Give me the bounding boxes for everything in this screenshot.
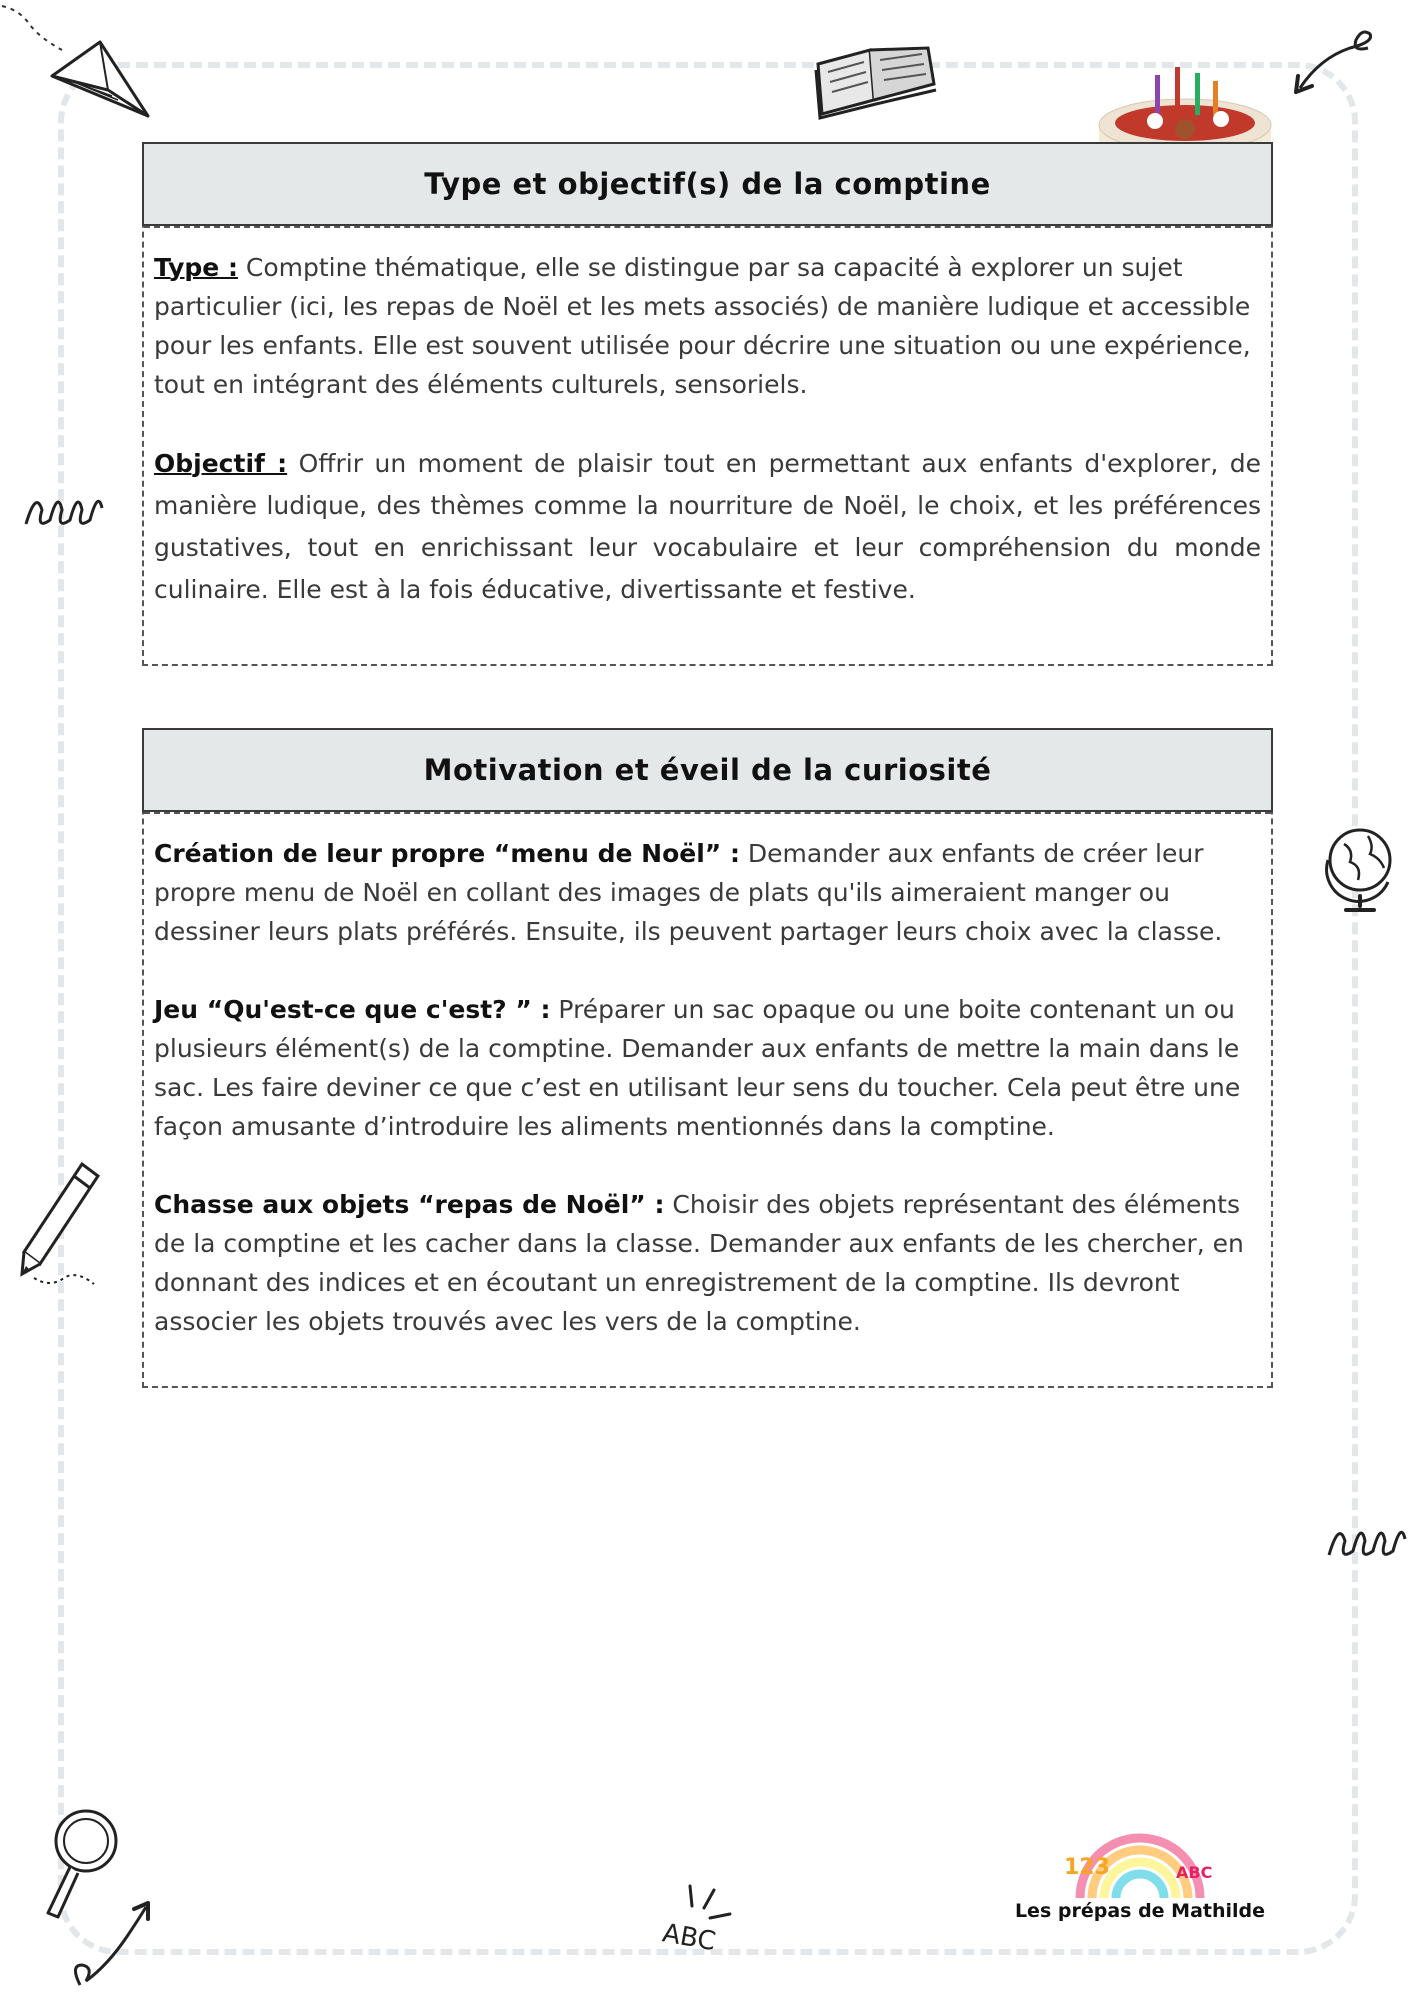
paragraph-lead: Chasse aux objets “repas de Noël” : <box>154 1190 665 1219</box>
paragraph-text: Choisir des objets représentant des éléments de la comptine et les cacher dans la classe. Demander aux enfants de les chercher, en donnant des indices et en écoutant un enregistrement de la comptine. Ils devront associer les objets trouvés avec les vers de la comptine. <box>154 1190 1244 1336</box>
rainbow-logo-icon <box>1060 1808 1220 1903</box>
paragraph-text: Offrir un moment de plaisir tout en permettant aux enfants d'explorer, de manière ludique, des thèmes comme la nourriture de Noël, le choix, et les préférences gustatives, tout en enrichissant leur vocabulaire et leur compréhension du monde culinaire. Elle est à la fois éducative, divertissante et festive. <box>154 449 1261 604</box>
footer-brand: Les prépas de Mathilde <box>1014 1900 1266 1922</box>
paragraph-lead: Jeu “Qu'est-ce que c'est? ” : <box>154 995 551 1024</box>
scribble-icon <box>22 480 106 540</box>
section-motivation <box>142 728 1273 1388</box>
section-type-objectif <box>142 142 1273 666</box>
section-header <box>142 142 1273 226</box>
abc-doodle-icon <box>650 1880 750 1970</box>
open-book-icon <box>810 40 942 120</box>
paragraph-type <box>154 248 1261 404</box>
paragraph-text: Demander aux enfants de créer leur propre menu de Noël en collant des images de plats qu'ils aimeraient manger ou dessiner leurs plats préférés. Ensuite, ils peuvent partager leurs choix avec la classe. <box>154 839 1223 946</box>
paragraph-lead: Objectif : <box>154 449 288 478</box>
paragraph-text: Préparer un sac opaque ou une boite contenant un ou plusieurs élément(s) de la comptine. Demander aux enfants de mettre la main dans le sac. Les faire deviner ce que c’est en utilisant leur sens du toucher. Cela peut être une façon amusante d’introduire les aliments mentionnés dans la comptine. <box>154 995 1241 1141</box>
pencil-icon <box>14 1150 106 1290</box>
section-title: Type et objectif(s) de la comptine <box>424 167 991 201</box>
paragraph-menu-noel <box>154 834 1261 951</box>
logo-numbers: 123 <box>1064 1855 1110 1880</box>
paragraph-jeu <box>154 990 1261 1146</box>
curly-arrow-icon <box>1290 28 1380 98</box>
paragraph-objectif <box>154 443 1261 611</box>
scribble-icon <box>1325 1505 1409 1575</box>
paper-plane-icon <box>48 38 152 122</box>
section-body <box>144 226 1271 621</box>
logo-letters: ABC <box>1176 1863 1213 1882</box>
section-header <box>142 728 1273 812</box>
section-title: Motivation et éveil de la curiosité <box>423 753 992 787</box>
paragraph-chasse <box>154 1185 1261 1341</box>
abc-doodle-text: ABC <box>660 1918 718 1958</box>
paragraph-lead: Création de leur propre “menu de Noël” : <box>154 839 740 868</box>
section-body <box>144 812 1271 1351</box>
paragraph-lead: Type : <box>154 253 238 282</box>
curly-arrow-icon <box>68 1895 158 1995</box>
paragraph-text: Comptine thématique, elle se distingue par sa capacité à explorer un sujet particulier (ici, les repas de Noël et les mets associés) de manière ludique et accessible pour les enfants. Elle est souvent utilisée pour décrire une situation ou une expérience, tout en intégrant des éléments culturels, sensoriels. <box>154 253 1251 399</box>
globe-icon <box>1322 820 1398 916</box>
